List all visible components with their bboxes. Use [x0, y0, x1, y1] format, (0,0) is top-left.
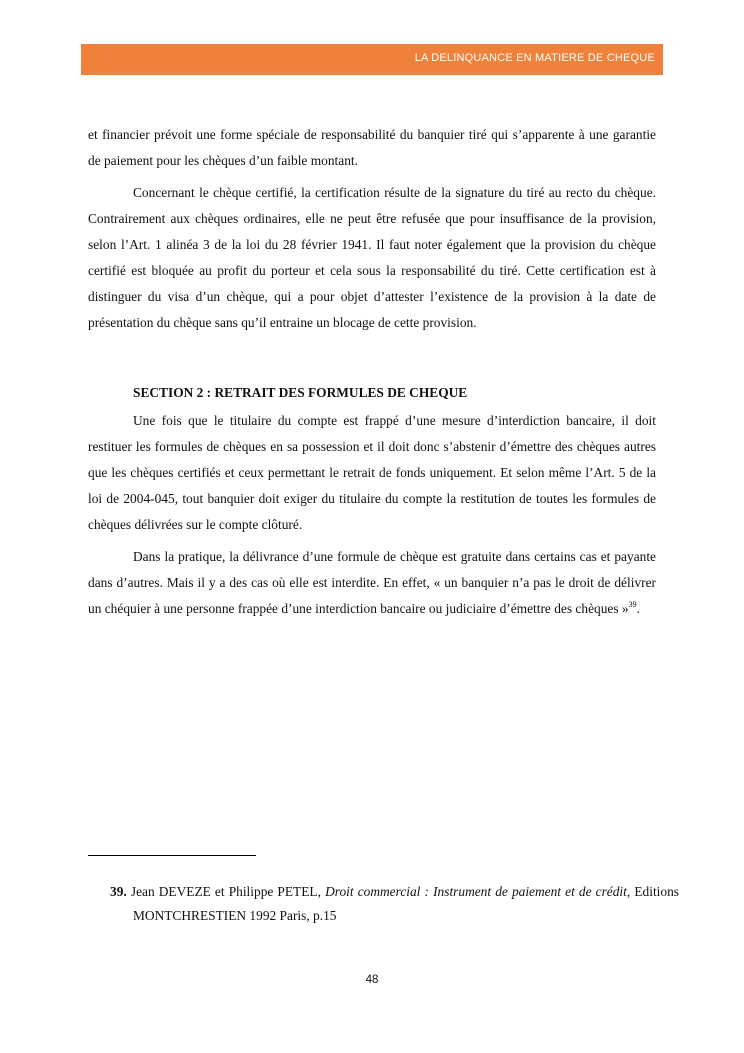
- footnote-authors: Jean DEVEZE et Philippe PETEL,: [130, 884, 321, 899]
- paragraph-end: .: [636, 601, 640, 616]
- paragraph: et financier prévoit une forme spéciale de responsabilité du banquier tiré qui s’apparente à une garantie de paiement pour les chèques d’un faible montant.: [88, 127, 656, 168]
- footnote-number: 39.: [110, 884, 127, 899]
- section-heading: SECTION 2 : RETRAIT DES FORMULES DE CHEQUE: [133, 385, 468, 400]
- paragraph: Une fois que le titulaire du compte est frappé d’une mesure d’interdiction bancaire, il doit restituer les formules de chèques en sa possession et il doit donc s’abstenir d’émettre des chèques autres que les chèques certifiés et ceux permettant le retrait de fonds uniquement. Et selon même l’Art. 5 de la loi de 2004-045, tout banquier doit exiger du titulaire du compte la restitution de toutes les formules de chèques délivrées sur le compte clôturé.: [88, 413, 656, 532]
- running-header-title: LA DELINQUANCE EN MATIERE DE CHEQUE: [414, 52, 655, 64]
- footnote-title: Droit commercial : Instrument de paiement et de crédit: [325, 884, 627, 899]
- page-number: 48: [365, 974, 379, 986]
- header-bar: [81, 44, 663, 75]
- footnote-reference[interactable]: 39: [628, 600, 637, 609]
- paragraph: Concernant le chèque certifié, la certification résulte de la signature du tiré au recto du chèque. Contrairement aux chèques ordinaires, elle ne peut être refusée que pour insuffisance de la provision, selon l’Art. 1 alinéa 3 de la loi du 28 février 1941. Il faut noter également que la provision du chèque certifié est bloquée au profit du porteur et cela sous la responsabilité du tiré. Cette certification est à distinguer du visa d’un chèque, qui a pour objet d’attester l’existence de la provision à la date de présentation du chèque sans qu’il entraine un blocage de cette provision.: [88, 185, 656, 330]
- paragraph: [88, 544, 656, 622]
- footnote-publisher: , Editions MONTCHRESTIEN 1992 Paris, p.15: [133, 884, 679, 923]
- footnote: [110, 880, 679, 928]
- paragraph-text: Dans la pratique, la délivrance d’une formule de chèque est gratuite dans certains cas et payante dans d’autres. Mais il y a des cas où elle est interdite. En effet, « un banquier n’a pas le droit de délivrer un chéquier à une personne frappée d’une interdiction bancaire ou judiciaire d’émettre des chèques »: [88, 549, 656, 616]
- main-text: [88, 122, 656, 628]
- footnote-separator: [88, 855, 256, 856]
